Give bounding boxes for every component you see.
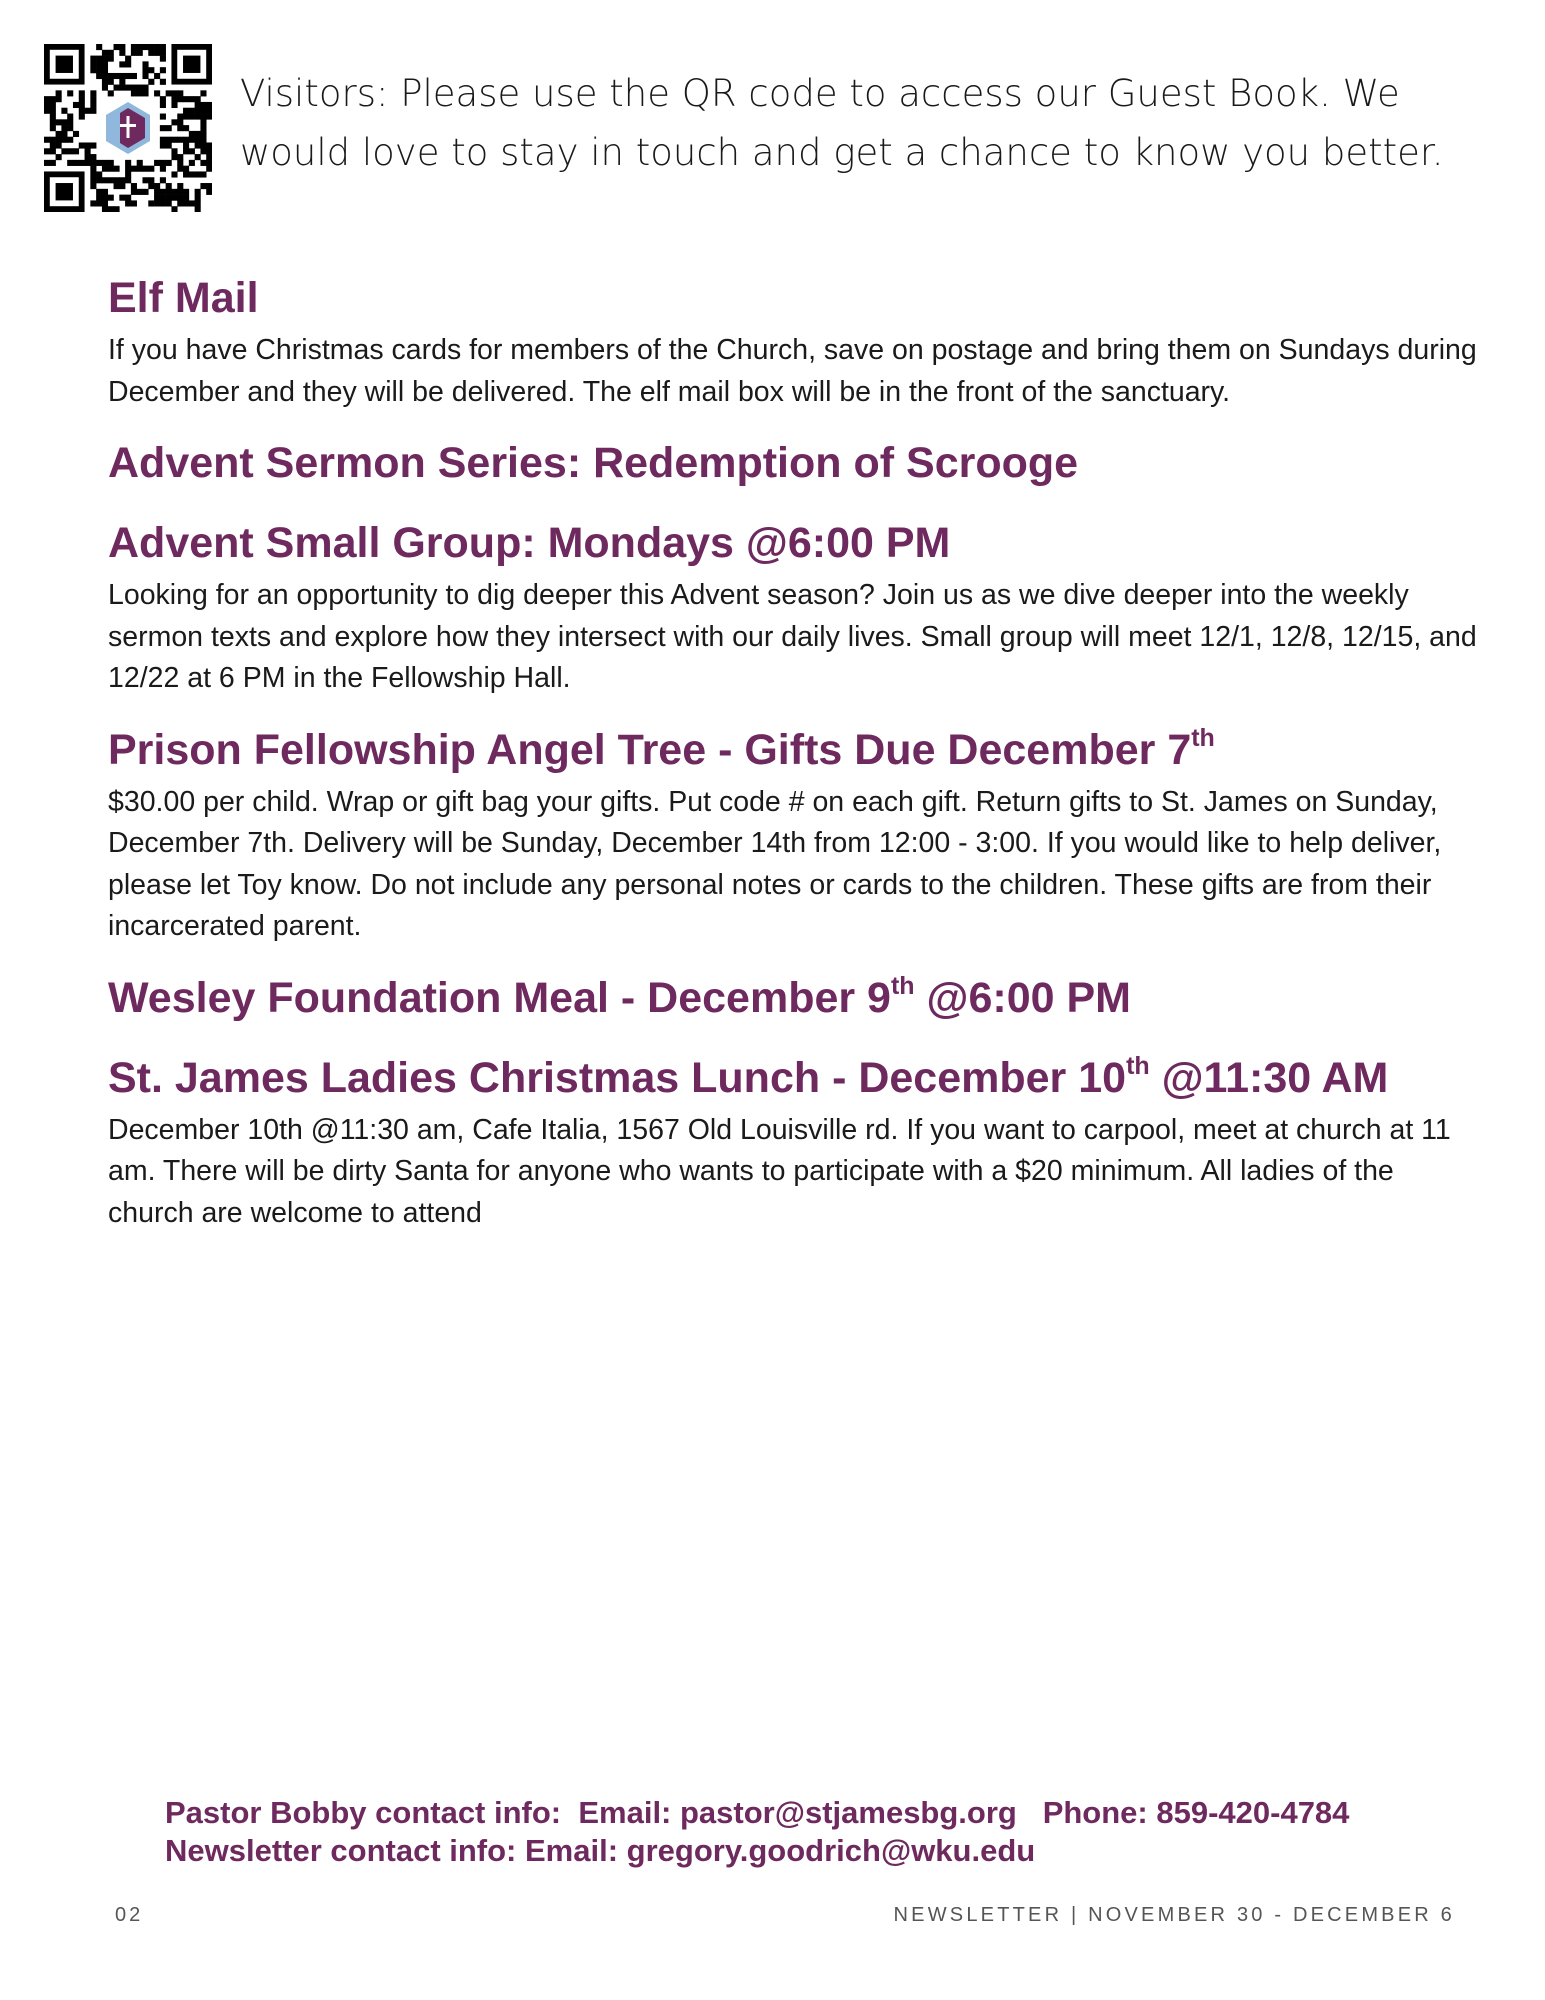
pastor-phone-label: Phone:: [1016, 1795, 1157, 1830]
section-heading: Advent Sermon Series: Redemption of Scrooge: [108, 439, 1079, 487]
newsletter-contact-label: Newsletter contact info: Email:: [165, 1833, 627, 1868]
section-angel-tree: [108, 722, 1478, 948]
newsletter-email-link[interactable]: gregory.goodrich@wku.edu: [626, 1833, 1036, 1868]
section-body: December 10th @11:30 am, Cafe Italia, 1567 Old Louisville rd. If you want to carpool, meet at church at 11 am. There will be dirty Santa for anyone who wants to participate with a $20 minimum. All ladies of the church are welcome to attend: [108, 1113, 1451, 1229]
section-elf-mail: [108, 270, 1478, 413]
visitor-message-line-2: would love to stay in touch and get a chance to know you better.: [240, 131, 1444, 174]
section-heading: [108, 1050, 1478, 1106]
newsletter-contact: [165, 1832, 1349, 1870]
contact-info: [165, 1794, 1349, 1870]
footer-title: NEWSLETTER | NOVEMBER 30 - DECEMBER 6: [893, 1904, 1455, 1926]
section-advent-sermon: [108, 435, 1478, 491]
section-body: If you have Christmas cards for members of the Church, save on postage and bring them on Sundays during December and they will be delivered. The elf mail box will be in the front of the sanctuary.: [108, 334, 1477, 408]
visitor-message-line-1: Visitors: Please use the QR code to access our Guest Book. We: [240, 72, 1400, 115]
ordinal-suffix: th: [890, 972, 915, 1001]
section-heading: Advent Small Group: Mondays @6:00 PM: [108, 519, 951, 567]
section-advent-small-group: [108, 515, 1478, 700]
pastor-phone-link[interactable]: 859-420-4784: [1156, 1795, 1350, 1830]
ordinal-suffix: th: [1126, 1052, 1150, 1081]
heading-time: @11:30 AM: [1149, 1053, 1389, 1102]
section-wesley-meal: [108, 970, 1478, 1026]
pastor-email-link[interactable]: pastor@stjamesbg.org: [680, 1795, 1017, 1830]
section-body: $30.00 per child. Wrap or gift bag your gifts. Put code # on each gift. Return gifts to St. James on Sunday, December 7th. Delivery will be Sunday, December 14th from 12:00 - 3:00. If you would like to help deliver, please let Toy know. Do not include any personal notes or cards to the children. These gifts are from their incarcerated parent.: [108, 785, 1442, 942]
section-ladies-lunch: [108, 1050, 1478, 1235]
heading-time: @6:00 PM: [914, 973, 1131, 1022]
page-number: 02: [115, 1904, 144, 1926]
section-heading: [108, 970, 1478, 1026]
pastor-contact-label: Pastor Bobby contact info: Email:: [165, 1795, 680, 1830]
pastor-contact: [165, 1794, 1349, 1832]
qr-code-icon[interactable]: [44, 44, 212, 212]
section-heading: Elf Mail: [108, 274, 259, 322]
heading-text: Wesley Foundation Meal - December 9: [108, 973, 891, 1022]
section-heading: [108, 722, 1478, 778]
section-body: Looking for an opportunity to dig deeper this Advent season? Join us as we dive deeper into the weekly sermon texts and explore how they intersect with our daily lives. Small group will meet 12/1, 12/8, 12/15, and 12/22 at 6 PM in the Fellowship Hall.: [108, 579, 1477, 694]
heading-text: Prison Fellowship Angel Tree - Gifts Due December 7: [108, 725, 1192, 774]
newsletter-content: [108, 270, 1478, 1256]
visitor-message: [240, 64, 1480, 182]
ordinal-suffix: th: [1191, 724, 1215, 753]
heading-text: St. James Ladies Christmas Lunch - December 10: [108, 1053, 1127, 1102]
